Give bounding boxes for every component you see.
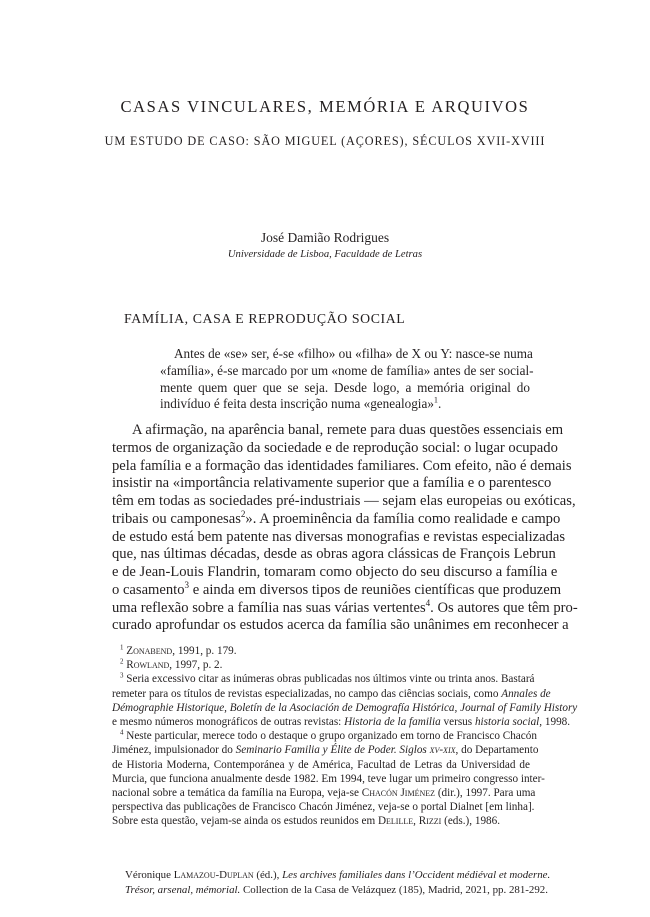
footnote-text: , 1997, p. 2.	[169, 659, 223, 672]
cited-author: Delille	[377, 815, 414, 828]
footnote-text: , do Departamento	[455, 744, 539, 757]
journal-title: Annales de	[501, 687, 551, 700]
body-line	[112, 579, 562, 600]
cited-author: Rizzi	[418, 815, 442, 828]
seminar-title-text: Seminario Familia y Élite de Poder. Siglos	[235, 744, 427, 757]
journal-title: Démographie Historique, Boletín de la Asociación de Demografía Histórica, Journal of Family History	[112, 701, 578, 714]
epigraph-line: Antes de «se» ser, é-se «filho» ou «filha» de X ou Y: nasce-se numa	[174, 346, 533, 361]
citation-text: (éd.),	[253, 869, 283, 881]
footnote-4-line	[112, 728, 537, 743]
footnote-4-line	[112, 786, 536, 800]
footnote-4-line: Murcia, que funciona anualmente desde 1982. Em 1994, teve lugar um primeiro congresso inter-	[112, 772, 545, 785]
footnote-3-line	[112, 715, 571, 729]
seminar-centuries: xv-xix	[429, 744, 456, 757]
body-text: tribais ou camponesas	[112, 510, 241, 527]
body-line	[112, 508, 561, 529]
epigraph-line: «família», é-se marcado por um «nome de família» antes de ser social-	[160, 362, 534, 378]
article-subtitle: UM ESTUDO DE CASO: SÃO MIGUEL (AÇORES), SÉCULOS XVII-XVIII	[104, 134, 546, 148]
footnote-text: (eds.), 1986.	[441, 815, 501, 828]
footnote-ref: 4	[425, 597, 431, 608]
footnote-4-line	[112, 743, 539, 757]
footnote-text: ,	[413, 815, 419, 828]
footnote-text: remeter para os títulos de revistas especializadas, no campo das ciências sociais, como	[112, 687, 502, 700]
section-heading: FAMÍLIA, CASA E REPRODUÇÃO SOCIAL	[124, 311, 406, 326]
cited-author: Chacón Jiménez	[361, 787, 436, 800]
body-text: ». A proeminência da família como realidade e campo	[245, 510, 561, 527]
body-line	[112, 597, 578, 618]
epigraph-quote	[160, 346, 534, 413]
footnote-number: 3	[120, 671, 124, 680]
footnote-ref: 3	[184, 579, 190, 590]
body-text: e ainda em diversos tipos de reuniões científicas que produzem	[189, 581, 562, 598]
body-text: . Os autores que têm pro-	[430, 599, 578, 616]
citation-line	[125, 868, 551, 883]
footnote-text: e mesmo números monográficos de outras revistas:	[112, 716, 345, 729]
body-line: de estudo está bem patente nas diversas monografias e revistas especializadas	[112, 528, 566, 545]
body-line: insistir na «importância relativamente superior que a família e o parentesco	[112, 475, 552, 492]
footnote-text: (dir.), 1997. Para uma	[435, 787, 536, 800]
body-line: que, nas últimas décadas, desde as obras agora clássicas de François Lebrun	[112, 546, 556, 563]
citation-line	[125, 883, 548, 898]
body-text: o casamento	[112, 581, 185, 598]
footnote-4-line	[112, 814, 530, 828]
book-citation	[125, 868, 551, 899]
body-line: e de Jean-Louis Flandrin, tomaram como objecto do seu discurso a família e	[112, 564, 558, 580]
citation-editor: Véronique	[125, 869, 174, 881]
footnote-text: 1998.	[542, 716, 571, 729]
epigraph-line: mente quem quer que se seja. Desde logo, a memória original do	[160, 379, 530, 395]
footnote-text: versus	[440, 716, 475, 729]
footnote-3-line	[112, 671, 535, 686]
footnote-2	[112, 658, 530, 672]
journal-title: Historia de la familia	[344, 716, 441, 729]
footnotes	[112, 643, 578, 829]
footnote-4-line: de Historia Moderna, Contemporánea y de América, Facultad de Letras da Universidad de	[112, 758, 530, 771]
footnote-text: Seria excessivo citar as inúmeras obras publicadas nos últimos vinte ou trinta anos. Bastará	[126, 673, 535, 686]
footnote-number: 1	[120, 643, 124, 652]
footnote-text: Jiménez, impulsionador do	[112, 744, 236, 757]
footnote-1	[112, 644, 530, 658]
body-paragraph	[112, 422, 578, 635]
footnote-3-line	[112, 701, 578, 715]
journal-title: historia social,	[474, 716, 543, 729]
body-line: têm em todas as sociedades pré-industriais — sejam elas europeias ou exóticas,	[112, 493, 576, 509]
author-name: José Damião Rodrigues	[260, 230, 390, 245]
cited-author: Rowland	[126, 659, 170, 672]
epigraph-last-text: indivíduo é feita desta inscrição numa «genealogia»	[160, 396, 434, 412]
footnote-number: 2	[120, 657, 124, 666]
footnote-text: Sobre esta questão, vejam-se ainda os estudos reunidos em	[112, 815, 378, 828]
body-line: pela família e a formação das identidades familiares. Com efeito, não é demais	[112, 457, 572, 474]
body-line: curado aprofundar os estudos acerca da família são unânimes em reconhecer a	[112, 617, 569, 634]
citation-book-title: Les archives familiales dans l’Occident médiéval et moderne.	[282, 869, 551, 881]
cited-author: Zonabend	[126, 645, 173, 657]
footnote-text: , 1991, p. 179.	[172, 645, 237, 657]
citation-editor-surname: Lamazou-Duplan	[173, 869, 254, 881]
body-text: uma reflexão sobre a família nas suas várias vertentes	[112, 599, 426, 616]
footnote-text: nacional sobre a temática da família na Europa, veja-se	[112, 787, 362, 800]
epigraph-line	[160, 396, 530, 413]
citation-text: Collection de la Casa de Velázquez (185), Madrid, 2021, pp. 281-292.	[240, 884, 548, 897]
article-title: CASAS VINCULARES, MEMÓRIA E ARQUIVOS	[120, 97, 530, 116]
footnote-ref: 2	[240, 508, 246, 519]
footnote-text: Neste particular, merece todo o destaque o grupo organizado em torno de Francisco Chacón	[126, 730, 537, 743]
body-line: termos de organização da sociedade e de reprodução social: o lugar ocupado	[112, 439, 558, 456]
author-affiliation: Universidade de Lisboa, Faculdade de Letras	[227, 249, 423, 260]
footnote-4-line: perspectiva das publicações de Francisco Chacón Jiménez, veja-se o portal Dialnet [em linha].	[112, 801, 535, 814]
epigraph-end: .	[438, 396, 442, 412]
seminar-title	[236, 744, 456, 756]
footnote-ref: 1	[433, 396, 439, 405]
footnote-3-line	[112, 687, 551, 701]
body-line: A afirmação, na aparência banal, remete para duas questões essenciais em	[132, 422, 564, 438]
footnote-number: 4	[120, 728, 124, 737]
citation-book-subtitle: Trésor, arsenal, mémorial.	[125, 884, 241, 897]
